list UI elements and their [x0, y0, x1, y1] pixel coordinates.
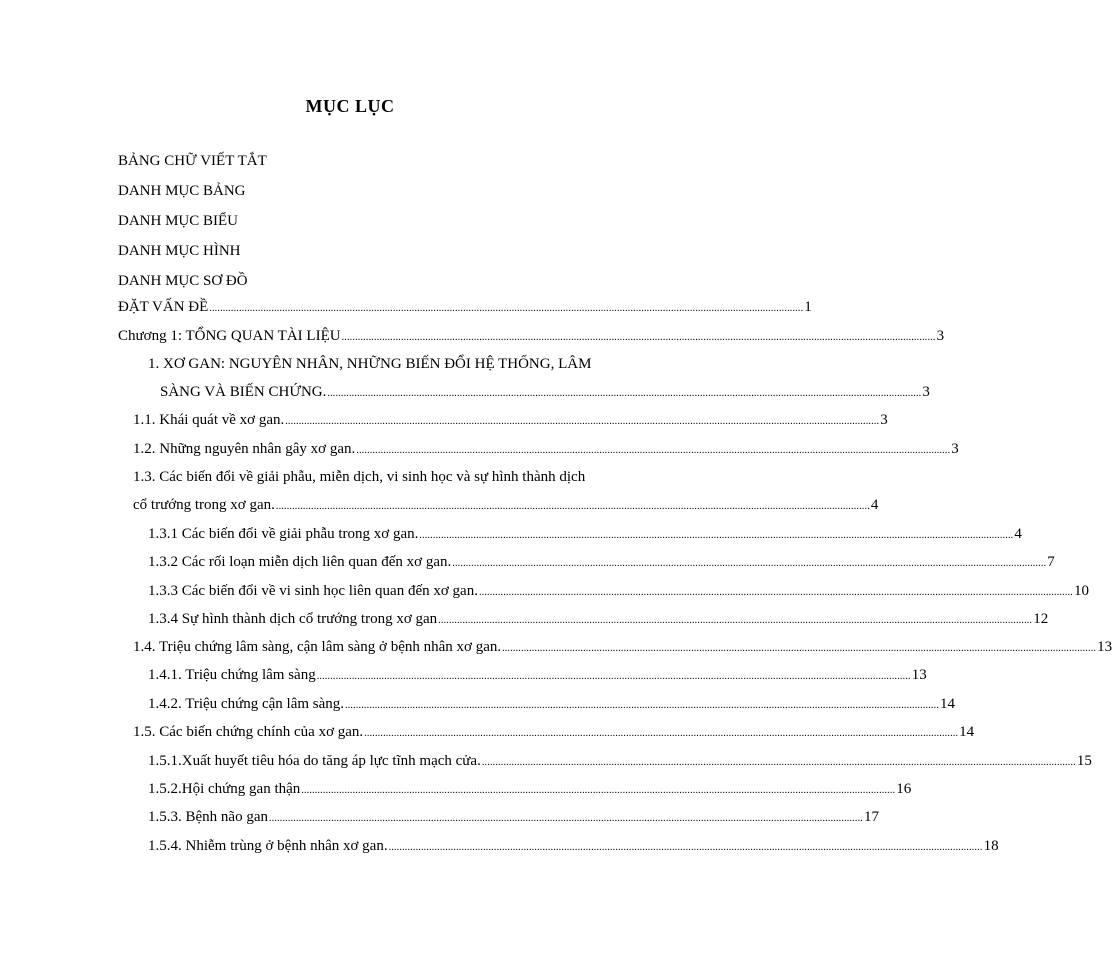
toc-entry-title: 1.5.1.Xuất huyết tiêu hóa do tăng áp lực tĩnh mạch cửa.	[148, 753, 481, 769]
toc-leader-dots: ............................................................................................................................................................................................................................	[388, 842, 983, 853]
toc-leader-dots: ............................................................................................................................................................................................................................	[345, 700, 940, 711]
toc-front-matter-item[interactable]: DANH MỤC HÌNH	[118, 243, 241, 259]
toc-page-number: 3	[880, 412, 888, 428]
toc-page-number: 7	[1047, 554, 1055, 570]
toc-leader-dots: ............................................................................................................................................................................................................................	[327, 388, 922, 399]
toc-page-number: 14	[940, 696, 956, 712]
toc-leader-dots: ............................................................................................................................................................................................................................	[478, 587, 1073, 598]
toc-entry-title: 1.3.1 Các biến đổi về giải phẫu trong xơ gan.	[148, 526, 419, 542]
toc-page-number: 16	[896, 781, 912, 797]
toc-entry-title: 1.4. Triệu chứng lâm sàng, cận lâm sàng ở bệnh nhân xơ gan.	[133, 639, 502, 655]
toc-entry[interactable]	[148, 610, 1049, 630]
toc-entry[interactable]	[148, 837, 999, 857]
toc-entry-title: 1.5. Các biến chứng chính của xơ gan.	[133, 724, 364, 740]
toc-front-matter-item[interactable]: BẢNG CHỮ VIẾT TẮT	[118, 153, 267, 169]
toc-entry-title: 1.3.3 Các biến đổi về vi sinh học liên quan đến xơ gan.	[148, 583, 478, 599]
toc-front-matter-item[interactable]: DANH MỤC BẢNG	[118, 183, 246, 199]
toc-entry[interactable]	[148, 666, 927, 686]
toc-page-number: 15	[1076, 753, 1092, 769]
toc-page-number: 14	[959, 724, 975, 740]
toc-leader-dots: ............................................................................................................................................................................................................................	[438, 615, 1033, 626]
toc-front-matter-item[interactable]: DANH MỤC SƠ ĐỒ	[118, 273, 248, 289]
toc-entry-title: 1.5.3. Bệnh não gan	[148, 809, 268, 825]
toc-entry-title-line1: 1.3. Các biến đổi về giải phẫu, miễn dịch, vi sinh học và sự hình thành dịch	[133, 469, 586, 485]
toc-entry[interactable]	[148, 553, 1055, 573]
toc-front-matter-item[interactable]: DANH MỤC BIỂU	[118, 213, 238, 229]
toc-page-number: 12	[1033, 611, 1049, 627]
toc-entry-title-line1: 1. XƠ GAN: NGUYÊN NHÂN, NHỮNG BIẾN ĐỔI HỆ THỐNG, LÂM	[148, 356, 592, 372]
toc-entry-title: 1.5.4. Nhiễm trùng ở bệnh nhân xơ gan.	[148, 838, 388, 854]
toc-entry-title: cổ trướng trong xơ gan.	[133, 497, 275, 513]
toc-page-number: 13	[911, 667, 927, 683]
toc-page-number: 13	[1097, 639, 1112, 655]
toc-entry[interactable]	[133, 496, 879, 516]
page-title: MỤC LỤC	[305, 96, 395, 116]
toc-page-number: 4	[870, 497, 879, 513]
toc-leader-dots: ............................................................................................................................................................................................................................	[316, 671, 911, 682]
toc-leader-dots: ............................................................................................................................................................................................................................	[268, 813, 863, 824]
toc-entry-title: 1.1. Khái quát về xơ gan.	[133, 412, 285, 428]
toc-entry-line1[interactable]	[133, 468, 629, 486]
toc-entry[interactable]	[118, 327, 945, 347]
toc-entry-title: 1.3.4 Sự hình thành dịch cổ trướng trong xơ gan	[148, 611, 438, 627]
toc-leader-dots: ............................................................................................................................................................................................................................	[209, 303, 804, 314]
toc-entry-title: SÀNG VÀ BIẾN CHỨNG.	[160, 384, 327, 400]
toc-leader-dots: ............................................................................................................................................................................................................................	[481, 757, 1076, 768]
toc-entry-title: Chương 1: TỔNG QUAN TÀI LIỆU	[118, 328, 341, 344]
toc-entry[interactable]	[148, 695, 956, 715]
toc-page-number: 3	[936, 328, 945, 344]
toc-entry-line1[interactable]	[148, 355, 629, 373]
toc-entry-title: 1.4.1. Triệu chứng lâm sàng	[148, 667, 316, 683]
toc-entry-title: 1.3.2 Các rối loạn miễn dịch liên quan đến xơ gan.	[148, 554, 452, 570]
toc-entry[interactable]	[148, 752, 1092, 772]
toc-entry[interactable]	[148, 525, 1022, 545]
toc-entry-title: ĐẶT VẤN ĐỀ	[118, 299, 209, 315]
toc-leader-dots: ............................................................................................................................................................................................................................	[285, 416, 880, 427]
toc-page-number: 3	[951, 441, 959, 457]
toc-leader-dots: ............................................................................................................................................................................................................................	[419, 530, 1014, 541]
toc-entry[interactable]	[118, 298, 812, 318]
toc-entry[interactable]	[148, 808, 879, 828]
toc-entry[interactable]	[148, 582, 1089, 602]
toc-leader-dots: ............................................................................................................................................................................................................................	[502, 643, 1097, 654]
toc-entry[interactable]	[133, 411, 888, 431]
toc-leader-dots: ............................................................................................................................................................................................................................	[301, 785, 896, 796]
toc-entry[interactable]	[133, 723, 975, 743]
toc-entry[interactable]	[133, 638, 1112, 658]
toc-page-number: 3	[922, 384, 930, 400]
toc-leader-dots: ............................................................................................................................................................................................................................	[341, 332, 936, 343]
toc-page-number: 4	[1014, 526, 1022, 542]
toc-entry[interactable]	[133, 440, 959, 460]
toc-entry[interactable]	[160, 383, 930, 403]
toc-leader-dots: ............................................................................................................................................................................................................................	[275, 501, 870, 512]
toc-entry[interactable]	[148, 780, 912, 800]
toc-entry-title: 1.4.2. Triệu chứng cận lâm sàng.	[148, 696, 345, 712]
toc-page-number: 17	[863, 809, 879, 825]
toc-page-number: 10	[1073, 583, 1089, 599]
toc-page-number: 18	[983, 838, 999, 854]
toc-leader-dots: ............................................................................................................................................................................................................................	[356, 445, 951, 456]
toc-entry-title: 1.5.2.Hội chứng gan thận	[148, 781, 301, 797]
toc-entry-title: 1.2. Những nguyên nhân gây xơ gan.	[133, 441, 356, 457]
toc-page-number: 1	[804, 299, 812, 315]
toc-leader-dots: ............................................................................................................................................................................................................................	[364, 728, 959, 739]
toc-leader-dots: ............................................................................................................................................................................................................................	[452, 558, 1047, 569]
